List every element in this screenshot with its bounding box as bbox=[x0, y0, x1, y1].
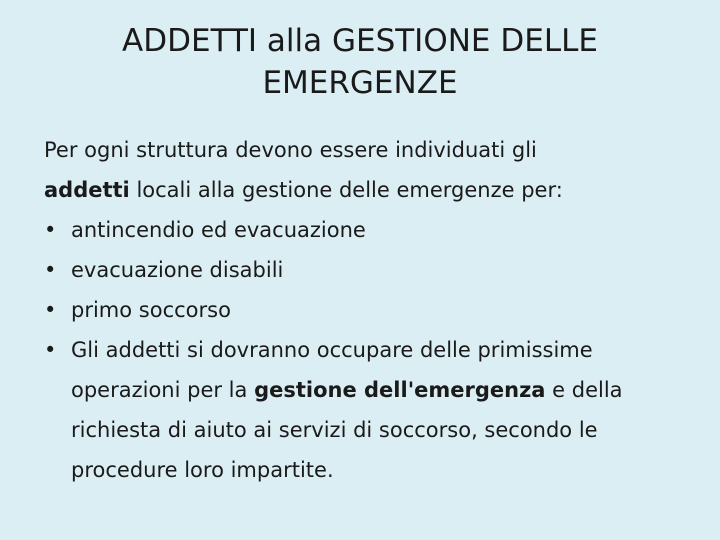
bullet-list bbox=[44, 210, 694, 490]
last-bullet-part-2: e della richiesta di aiuto ai servizi di soccorso, secondo le procedure loro impartite. bbox=[71, 378, 623, 482]
bullet-item: • antincendio ed evacuazione bbox=[44, 210, 694, 250]
intro-line-2-rest: locali alla gestione delle emergenze per: bbox=[129, 178, 563, 202]
slide-title bbox=[80, 20, 640, 104]
intro-line-1: Per ogni struttura devono essere individuati gli bbox=[44, 138, 537, 162]
intro-bold-word: addetti bbox=[44, 178, 130, 202]
title-line-2: EMERGENZE bbox=[262, 65, 458, 101]
bullet-item: • primo soccorso bbox=[44, 290, 694, 330]
title-line-1: ADDETTI alla GESTIONE DELLE bbox=[122, 23, 598, 59]
last-bullet-part-1: Gli addetti si dovranno occupare delle primissime operazioni per la bbox=[71, 338, 593, 402]
last-bullet-bold: gestione dell'emergenza bbox=[254, 378, 546, 402]
bullet-item: • evacuazione disabili bbox=[44, 250, 694, 290]
slide-body bbox=[44, 130, 694, 490]
intro-line-2 bbox=[44, 170, 694, 210]
intro-paragraph bbox=[44, 130, 694, 210]
bullet-item-last bbox=[44, 330, 694, 490]
